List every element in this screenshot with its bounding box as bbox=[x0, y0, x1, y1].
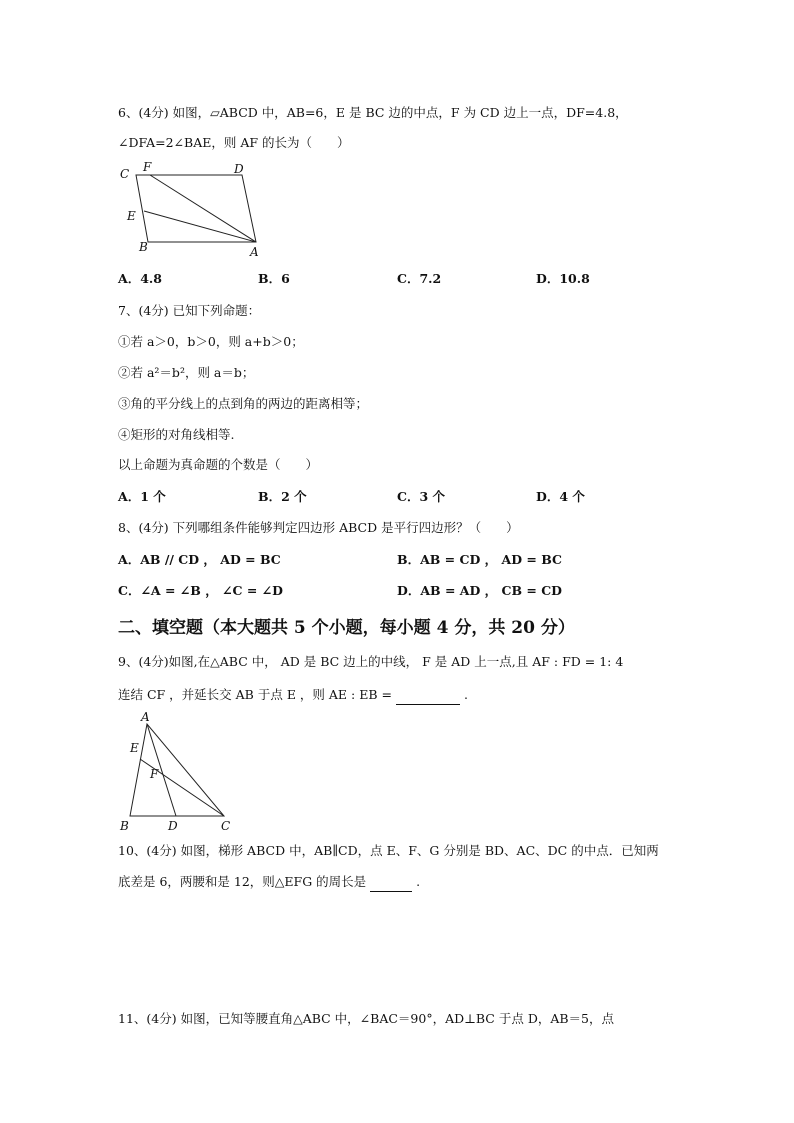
q6-label-E: E bbox=[127, 209, 136, 223]
q6-stem-line2: ∠DFA=2∠BAE，则 AF 的长为（ ） bbox=[118, 135, 350, 150]
q6-label-C: C bbox=[120, 167, 130, 181]
q7-prop-1: ①若 a＞0，b＞0，则 a+b＞0； bbox=[118, 334, 304, 349]
q10-answer-blank[interactable] bbox=[370, 873, 412, 892]
q9-label-D: D bbox=[168, 819, 178, 833]
q10-stem-line1: 10、(4分) 如图，梯形 ABCD 中，AB∥CD，点 E、F、G 分别是 BD、AC、DC 的中点．已知两 bbox=[118, 843, 659, 858]
q8-option-d: D．AB = AD ， CB = CD bbox=[397, 583, 563, 598]
q9-answer-blank[interactable] bbox=[396, 686, 460, 705]
q10-line2-period: . bbox=[416, 874, 421, 889]
q6-option-c: C．7.2 bbox=[397, 271, 442, 286]
q6-parallelogram-figure bbox=[114, 160, 274, 260]
q9-label-B: B bbox=[120, 819, 129, 833]
q7-stem: 7、(4分) 已知下列命题： bbox=[118, 303, 261, 318]
q7-prop-2: ②若 a²＝b²，则 a＝b； bbox=[118, 365, 255, 380]
q8-stem: 8、(4分) 下列哪组条件能够判定四边形 ABCD 是平行四边形？（ ） bbox=[118, 520, 519, 535]
q7-question: 以上命题为真命题的个数是（ ） bbox=[118, 457, 319, 472]
q6-option-d: D．10.8 bbox=[536, 271, 590, 286]
q7-option-a: A．1 个 bbox=[118, 489, 166, 504]
q10-line2-text: 底差是 6，两腰和是 12，则△EFG 的周长是 bbox=[118, 874, 367, 889]
q11-stem-line1: 11、(4分) 如图，已知等腰直角△ABC 中，∠BAC＝90°，AD⊥BC 于点 D，AB＝5，点 bbox=[118, 1011, 615, 1026]
q9-line2-period: . bbox=[463, 687, 468, 702]
q9-stem-line2 bbox=[118, 686, 468, 705]
q8-option-a: A．AB // CD ， AD = BC bbox=[118, 552, 281, 567]
q6-label-B: B bbox=[139, 240, 148, 254]
q9-label-C: C bbox=[221, 819, 231, 833]
q6-option-b: B．6 bbox=[258, 271, 290, 286]
q6-option-a: A．4.8 bbox=[118, 271, 162, 286]
q7-prop-4: ④矩形的对角线相等. bbox=[118, 427, 235, 442]
q6-label-F: F bbox=[143, 160, 152, 174]
q9-label-F: F bbox=[150, 767, 159, 781]
q8-option-c: C．∠A = ∠B ， ∠C = ∠D bbox=[118, 583, 283, 598]
q9-stem-line1: 9、(4分)如图,在△ABC 中， AD 是 BC 边上的中线， F 是 AD 上一点,且 AF : FD = 1: 4 bbox=[118, 654, 624, 669]
section-2-title: 二、填空题（本大题共 5 个小题，每小题 4 分，共 20 分） bbox=[118, 618, 575, 638]
q6-stem-line1: 6、(4分) 如图，▱ABCD 中，AB=6，E 是 BC 边的中点，F 为 CD 边上一点，DF=4.8， bbox=[118, 105, 628, 120]
q9-line2-text: 连结 CF ，并延长交 AB 于点 E ，则 AE : EB = bbox=[118, 687, 392, 702]
q9-label-E: E bbox=[130, 741, 139, 755]
q7-option-d: D．4 个 bbox=[536, 489, 585, 504]
q10-stem-line2 bbox=[118, 873, 420, 892]
q7-option-c: C．3 个 bbox=[397, 489, 445, 504]
q9-triangle-figure bbox=[114, 708, 244, 836]
q9-label-A: A bbox=[141, 710, 150, 724]
q7-option-b: B．2 个 bbox=[258, 489, 307, 504]
q6-label-D: D bbox=[234, 162, 244, 176]
q6-label-A: A bbox=[250, 245, 259, 259]
q8-option-b: B．AB = CD ， AD = BC bbox=[397, 552, 562, 567]
q7-prop-3: ③角的平分线上的点到角的两边的距离相等； bbox=[118, 396, 369, 411]
